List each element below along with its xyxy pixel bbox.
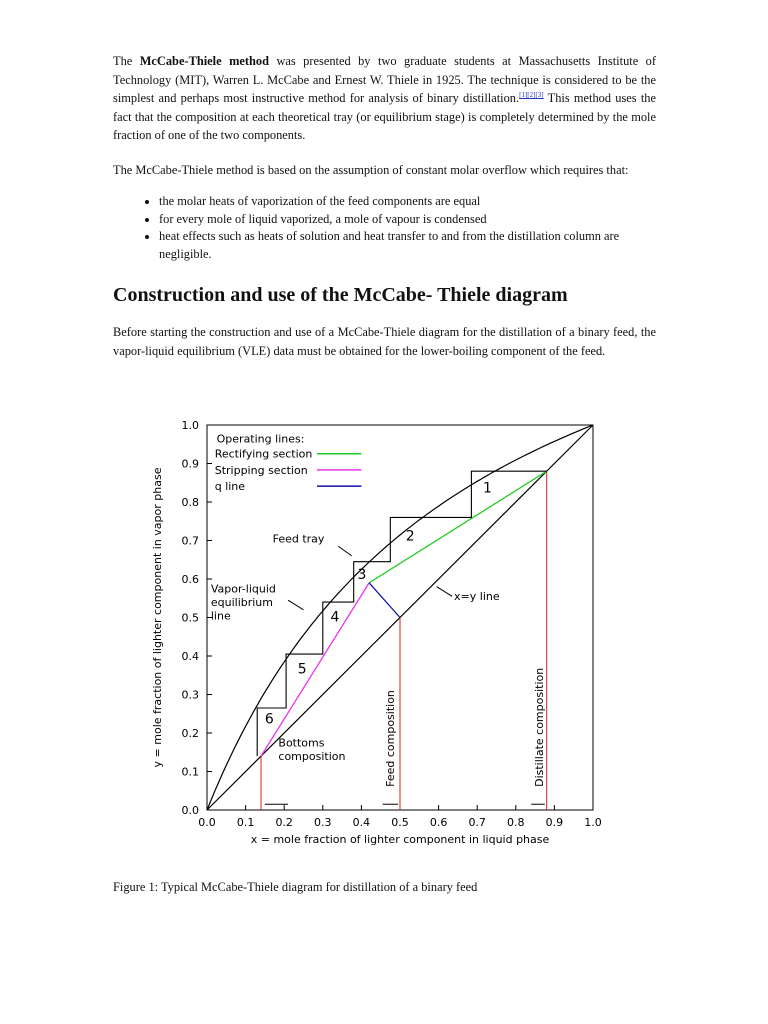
- vle-arrow: [288, 600, 303, 610]
- y-tick-label: 0.6: [181, 573, 199, 586]
- feed-tray-arrow: [338, 546, 352, 556]
- y-axis-label: y = mole fraction of lighter component in vapor phase: [151, 467, 164, 768]
- x-tick-label: 0.5: [391, 816, 409, 829]
- reference-links[interactable]: [1][2][3]: [519, 90, 544, 99]
- q-line: [369, 583, 400, 618]
- y-tick-label: 0.7: [181, 534, 199, 548]
- x-tick-label: 0.8: [507, 816, 525, 829]
- stage-label: 5: [297, 661, 307, 678]
- legend-label: Stripping section: [214, 463, 308, 477]
- stage-label: 2: [405, 528, 415, 545]
- legend-label: Rectifying section: [214, 447, 313, 461]
- y-tick-label: 0.1: [181, 765, 199, 779]
- vle-label: Vapor-liquid: [210, 582, 276, 596]
- bottoms-label: composition: [278, 749, 346, 763]
- x-tick-label: 1.0: [584, 816, 602, 829]
- y-tick-label: 0.3: [181, 688, 199, 702]
- stage-label: 6: [264, 711, 274, 728]
- assumption-list: [113, 193, 656, 263]
- figure-caption: Figure 1: Typical McCabe-Thiele diagram for distillation of a binary feed: [113, 880, 478, 894]
- x-tick-label: 0.2: [275, 816, 293, 829]
- list-item: • for every mole of liquid vaporized, a mole of vapour is condensed: [159, 211, 656, 229]
- legend-title: Operating lines:: [216, 432, 305, 446]
- y-tick-label: 0.8: [181, 496, 199, 509]
- mccabe-thiele-diagram: [140, 416, 620, 866]
- xy-line-arrow: [437, 587, 452, 597]
- intro-paragraph: The McCabe-Thiele method was presented by two graduate students at Massachusetts Institute of Technology (MIT), Warren L. McCabe and Ernest W. Thiele in 1925. The technique is considered to be the simplest and perhaps most instructive method for analysis of binary distillation.[1][2][3] This method uses the fact that the composition at each theoretical tray (or equilibrium stage) is completely determined by the mole fraction of one of the two components.: [113, 54, 657, 142]
- y-tick-label: 0.5: [181, 611, 199, 625]
- stage-label: 1: [482, 480, 492, 497]
- x-tick-label: 0.4: [352, 816, 371, 829]
- distillate-composition-label: Distillate composition: [532, 667, 546, 787]
- y-tick-label: 0.9: [181, 457, 199, 471]
- feed-tray-label: Feed tray: [272, 532, 325, 546]
- x-axis-label: x = mole fraction of lighter component in liquid phase: [250, 833, 550, 846]
- section-paragraph: Before starting the construction and use of a McCabe-Thiele diagram for the distillation of a binary feed, the vapor-liquid equilibrium (VLE) data must be obtained for the lower-boiling component of the feed.: [113, 325, 656, 358]
- y-tick-label: 0.4: [181, 650, 199, 663]
- x-tick-label: 0.3: [314, 816, 332, 829]
- section-heading: Construction and use of the McCabe- Thiele diagram: [113, 284, 568, 306]
- feed-composition-label: Feed composition: [384, 690, 398, 787]
- x-tick-label: 0.9: [545, 816, 564, 829]
- x-tick-label: 0.1: [236, 816, 255, 829]
- document-body: [113, 52, 656, 368]
- y-tick-label: 0.0: [181, 804, 199, 817]
- stage-label: 4: [330, 609, 340, 626]
- rectifying-line: [369, 471, 547, 583]
- assumption-paragraph: The McCabe-Thiele method is based on the assumption of constant molar overflow which requires that:: [113, 162, 629, 177]
- vle-label: equilibrium: [210, 595, 274, 609]
- list-item: • heat effects such as heats of solution and heat transfer to and from the distillation column are negligible.: [159, 228, 656, 263]
- y-tick-label: 0.2: [181, 727, 199, 740]
- stripping-line: [261, 583, 369, 756]
- method-name: McCabe-Thiele method: [139, 54, 269, 68]
- x-tick-label: 0.7: [468, 816, 486, 829]
- bottoms-label: Bottoms: [278, 736, 325, 750]
- x-tick-label: 0.6: [429, 816, 448, 829]
- vle-label: line: [210, 609, 231, 623]
- legend-label: q line: [214, 480, 246, 494]
- x-tick-label: 0.0: [198, 816, 216, 829]
- stage-label: 3: [357, 567, 367, 583]
- list-item: • the molar heats of vaporization of the feed components are equal: [159, 193, 656, 211]
- y-tick-label: 1.0: [181, 419, 199, 432]
- xy-line-label: x=y line: [454, 590, 500, 604]
